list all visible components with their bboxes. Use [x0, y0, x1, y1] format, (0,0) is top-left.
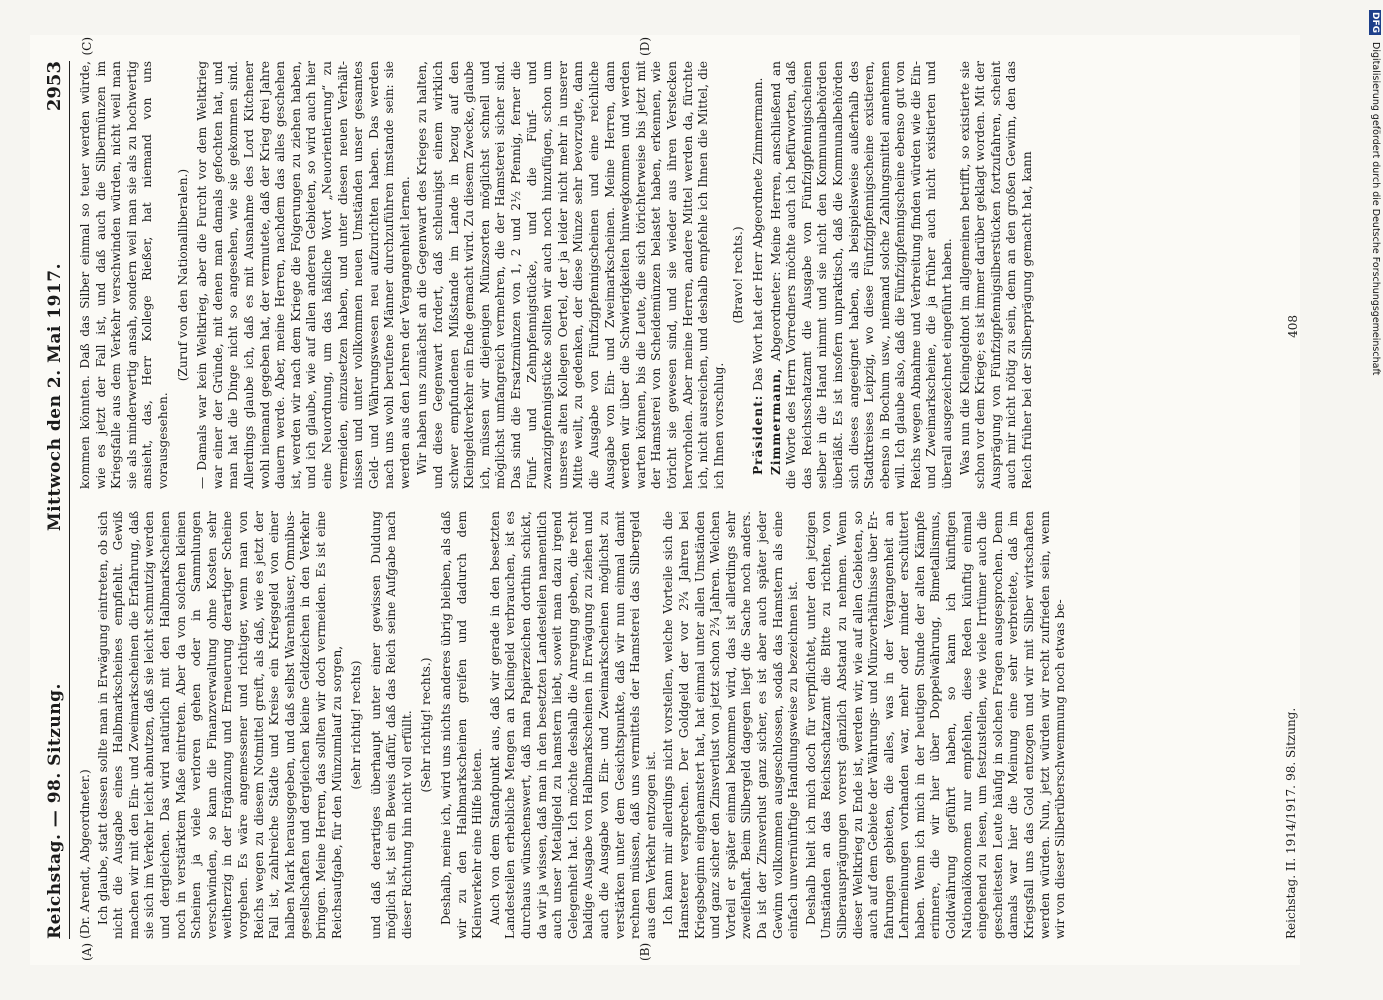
president-label: Präsident:	[750, 394, 765, 475]
dfg-logo: DFG	[1370, 12, 1380, 34]
marker-a: (A)	[80, 942, 94, 961]
interjection: (sehr richtig! rechts)	[349, 660, 364, 790]
page-number: 2953	[44, 61, 65, 112]
paragraph: kommen könnten. Daß das Silber einmal so teuer werden würde, wie es jetzt der Fall ist, und daß auch die Silbermünzen im Kriegsfalle aus dem Verkehr verschwinden würden, nicht weil man sie als minderwertig ansah, sondern weil man sie als zu hochwertig ansieht, das, Herr Kollege Rießer, hat niemand von uns vorausgesehen.	[78, 61, 170, 489]
speaker-text: Meine Herren, anschließend an die Worte des Herrn Vorredners möchte auch ich befürworten, daß das Reichsschatzamt die Ausgabe von Fünfzigpfennigscheinen selber in die Hand nimmt und sie nicht den Kommunalbehörden überläßt. Es ist insofern unpraktisch, daß die Kommunalbehörden sich dieses angeeignet haben, als beispielsweise außerhalb des Stadtkreises Leipzig, wo diese Fünfzigpfennigscheine existieren, ebenso in Bochum usw., niemand solche Zahlungsmittel annehmen will. Ich glaube also, daß die Fünfzigpfennigscheine ebenso gut von Reichs wegen Abnahme und Verbreitung finden würden wie die Ein- und Zweimarkscheine, die ja früher auch nicht existierten und überall ausgezeichnet eingeführt haben.	[768, 60, 955, 489]
interjection: (Zuruf von den Nationalliberalen.)	[175, 168, 190, 382]
paragraph: Was nun die Kleingeldnot im allgemeinen betrifft, so existierte sie schon vor dem Kriege; es ist immer darüber geklagt worden. Mit der Ausprägung von Fünfzigpfennigsilberstücken fortzufahren, scheint auch mir nicht nötig zu sein, denn an den großen Gewinn, den das Reich früher bei der Silberprägung gemacht hat, kann	[957, 61, 1035, 489]
right-column	[78, 37, 1253, 489]
paragraph: und daß derartiges überhaupt unter einer gewissen Duldung möglich ist, ist ein Beweis dafür, daß das Reich seine Aufgabe nach dieser Richtung hin nicht voll erfüllt.	[368, 511, 414, 939]
sheet-number: 408	[1286, 315, 1300, 338]
paragraph: Auch von dem Standpunkt aus, daß wir gerade in den besetzten Landesteilen erhebliche Mengen an Kleingeld verbrauchen, ist es durchaus wünschenswert, daß man Papierzeichen dorthin schickt, da wir ja wissen, daß man in den besetzten Landesteilen namentlich auch unser Metallgeld zu hamstern liebt, soweit man dazu irgend Gelegenheit hat. Ich möchte deshalb die Anregung geben, die recht baldige Ausgabe von Halbmarkscheinen in Erwägung zu ziehen und auch die Ausgabe von Ein- und Zweimarkscheinen möglichst zu verstärken unter dem Gesichtspunkte, daß wir nun einmal damit rechnen müssen, daß uns vermittels der Hamsterei das Silbergeld aus dem Verkehr entzogen ist.	[487, 511, 658, 939]
newspaper-page	[30, 35, 1300, 965]
speaker-paragraph	[769, 61, 956, 489]
left-column	[78, 511, 1253, 961]
marker-d: (D)	[638, 37, 652, 56]
president-text: Das Wort hat der Herr Abgeordnete Zimmermann.	[750, 77, 765, 391]
footer-right: 98. Sitzung.	[1284, 707, 1298, 781]
columns	[78, 37, 1253, 961]
speaker-name: Zimmermann,	[768, 367, 783, 475]
paragraph: Ich kann mir allerdings nicht vorstellen, welche Vorteile sich die Hamsterer versprechen. Der Goldgeld der vor 2¾ Jahren bei Kriegsbeginn eingehamstert hat, hat einmal unter allen Umständen und ganz sicher den Zinsverlust von jetzt schon 2¾ Jahren. Welchen Vorteil er später einmal bekommen wird, das ist allerdings sehr zweifelhaft. Beim Silbergeld dagegen liegt die Sache noch anders. Da ist der Zinsverlust ganz sicher, es ist aber auch später jeder Gewinn vollkommen ausgeschlossen, sodaß das Hamstern als eine einfach unvernünftige Handlungsweise zu bezeichnen ist.	[661, 511, 801, 939]
paragraph: Ich glaube, statt dessen sollte man in Erwägung eintreten, ob sich nicht die Ausgabe eines Halbmarkscheines empfiehlt. Gewiß machen wir mit den Ein- und Zweimarkscheinen die Erfahrung, daß sie sich im Verkehr leicht abnutzen, daß sie leicht schmutzig werden und dergleichen. Das wird natürlich mit den Halbmarkscheinen noch in verstärktem Maße eintreten. Aber da von solchen kleinen Scheinen ja viele verloren gehen oder in Sammlungen verschwinden, so kann die Finanzverwaltung ohne Kosten sehr weitherzig in der Ergänzung und Erneuerung derartiger Scheine vorgehen. Es wäre angemessener und richtiger, wenn man von Reichs wegen zu diesem Notmittel greift, als daß, wie es jetzt der Fall ist, zahlreiche Städte und Kreise ein Kriegsgeld von einer halben Mark herausgegeben, und daß selbst Warenhäuser, Omnibusgesellschaften und dergleichen kleine Geldzeichen in den Verkehr bringen. Meine Herren, das sollten wir doch vermeiden. Es ist eine Reichsaufgabe, für den Münzumlauf zu sorgen,	[95, 511, 344, 939]
paragraph: Deshalb, meine ich, wird uns nichts anderes übrig bleiben, als daß wir zu den Halbmarkscheinen greifen und dadurch dem Kleinverkehr eine Hilfe bieten.	[439, 511, 485, 939]
speaker-role: Abgeordneter:	[768, 271, 783, 362]
page-footer	[1284, 708, 1298, 939]
paragraph: Deshalb hielt ich mich doch für verpflichtet, unter den jetzigen Umständen an das Reichsschatzamt die Bitte zu richten, von Silberausprägungen vorerst gänzlich Abstand zu nehmen. Wenn dieser Weltkrieg zu Ende ist, werden wir, wie auf allen Gebieten, so auch auf dem Gebiete der Währungs- und Münzverhältnisse über Erfahrungen gebieten, die alles, was in der Vergangenheit an Lehrmeinungen vorhanden war, mehr oder minder erschüttert haben. Wenn ich mich in der heutigen Stunde der alten Kämpfe erinnere, die wir hier über Doppelwährung, Bimetallismus, Goldwährung geführt haben, so kann ich künftigen Nationalökonomen nur empfehlen, diese Reden künftig einmal eingehend zu lesen, um festzustellen, wie viele Irrtümer auch die gescheitesten Leute häufig in solchen Fragen ausgesprochen. Denn damals war hier die Meinung eine sehr verbreitete, daß im Kriegsfall uns das Gold entzogen und wir mit Silber wirtschaften werden würden. Nun, jetzt würden wir recht zufrieden sein, wenn wir von dieser Silberüberschwemmung noch etwas be-	[803, 511, 1068, 939]
paragraph: — Damals war kein Weltkrieg, aber die Furcht vor dem Weltkrieg war einer der Gründe, mit denen man damals gefochten hat, und man hat die Dinge nicht so angesehen, wie sie gekommen sind. Allerdings glaube ich, daß es mit Ausnahme des Lord Kitchener wohl niemand gegeben hat, der vermutete, daß der Krieg drei Jahre dauern werde. Aber, meine Herren, nachdem das alles geschehen ist, werden wir nach dem Kriege die Folgerungen zu ziehen haben, und ich glaube, wie auf allen anderen Gebieten, so wird auch hier eine Neuordnung, um das häßliche Wort „Neuorientierung“ zu vermeiden, einzusetzen haben, und unter diesen neuen Verhältnissen und unter vollkommen neuen Umständen unser gesamtes Geld- und Währungswesen neu aufzurichten haben. Das werden nach uns wohl berufene Männer durchzuführen imstande sein: sie werden aus den Lehren der Vergangenheit lernen.	[195, 61, 412, 489]
marker-b: (B)	[638, 942, 652, 961]
footer-left: Reichstag. II. 1914/1917.	[1284, 785, 1298, 939]
digitization-text: Digitalisierung gefördert durch die Deutsche Forschungsgemeinschaft	[1370, 42, 1381, 376]
marker-c: (C)	[80, 37, 94, 56]
paragraph: Wir haben uns zunächst an die Gegenwart des Krieges zu halten, und diese Gegenwart fordert, daß schleunigst einem wirklich schwer empfundenen Mißstande im Lande in bezug auf den Kleingeldverkehr ein Ende gemacht wird. Zu diesem Zwecke, glaube ich, müssen wir diejenigen Münzsorten möglichst schnell und möglichst umfangreich vermehren, die der Hamsterei sicher sind. Das sind die Ersatzmünzen von 1, 2 und 2½ Pfennig, ferner die Fünf- und Zehnpfennigstücke, und die Fünf- und zwanzigpfennigstücke sollten wir auch noch hinzufügen, schon um unseres alten Kollegen Oertel, der ja leider nicht mehr in unserer Mitte weilt, zu gedenken, der diese Münze sehr bevorzugte, dann die Ausgabe von Fünfzigpfennigscheinen und eine reichliche Ausgabe von Ein- und Zweimarkscheinen. Meine Herren, dann werden wir über die Schwierigkeiten hinwegkommen und werden warten können, bis die Leute, die sich törichterweise bis jetzt mit der Hamsterei von Scheidemünzen belastet haben, erkennen, wie töricht sie gewesen sind, und sie wieder aus ihren Verstecken hervorholen. Aber meine Herren, andere Mittel werden da, fürchte ich, nicht ausreichen, und deshalb empfehle ich Ihnen die Mittel, die ich Ihnen vorschlug.	[415, 61, 726, 489]
speaker-line: (Dr. Arendt, Abgeordneter.)	[78, 769, 92, 939]
interjection: (Sehr richtig! rechts.)	[419, 657, 434, 793]
president-paragraph	[751, 61, 767, 489]
digitization-note	[1363, 10, 1381, 990]
running-head	[44, 61, 70, 939]
interjection: (Bravo! rechts.)	[731, 226, 746, 324]
header-left: Reichstag. — 98. Sitzung.	[45, 683, 65, 939]
header-date: Mittwoch den 2. Mai 1917.	[45, 262, 65, 532]
